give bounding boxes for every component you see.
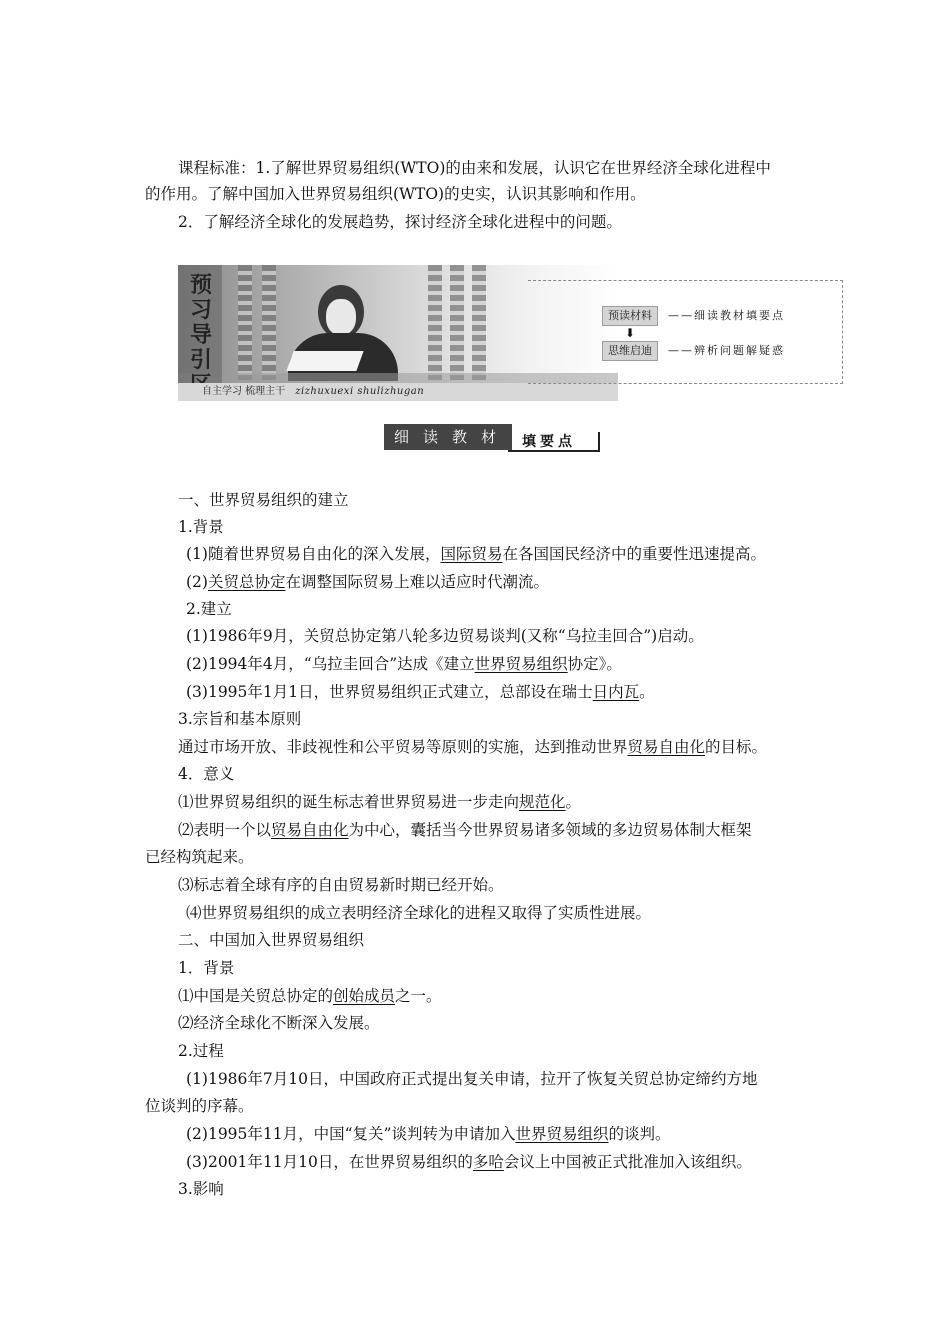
para-1-2b: (2)1994年4月，“乌拉圭回合”达成《建立世界贸易组织协定》。 <box>186 655 622 673</box>
subheading-1-4: 4．意义 <box>178 765 235 783</box>
para-1-2c: (3)1995年1月1日，世界贸易组织正式建立，总部设在瑞士日内瓦。 <box>186 683 655 701</box>
blank-answer: 创始成员 <box>333 987 396 1005</box>
tag-preview-material-desc: ——细读教材填要点 <box>668 309 785 322</box>
banner-subtitle-pinyin: zizhuxuexi shulizhugan <box>295 386 425 397</box>
tag-preview-material: 预读材料 <box>602 306 658 326</box>
subheading-1-2: 2.建立 <box>186 600 232 618</box>
para-2-2a-cont: 位谈判的序幕。 <box>145 1097 254 1115</box>
preview-banner <box>178 265 844 403</box>
subheading-2-3: 3.影响 <box>178 1180 224 1198</box>
blank-answer: 世界贸易组织 <box>474 655 568 673</box>
standard-line-3: 2．了解经济全球化的发展趋势，探讨经济全球化进程中的问题。 <box>178 213 622 231</box>
para-1-4b: ⑵表明一个以贸易自由化为中心，囊括当今世界贸易诸多领域的多边贸易体制大框架 <box>178 821 752 839</box>
standard-line-1: 课程标准：1.了解世界贸易组织(WTO)的由来和发展，认识它在世界经济全球化进程中 <box>178 159 771 177</box>
para-1-1a: (1)随着世界贸易自由化的深入发展，国际贸易在各国国民经济中的重要性迅速提高。 <box>186 545 766 563</box>
para-2-2c: (3)2001年11月10日，在世界贸易组织的多哈会议上中国被正式批准加入该组织。 <box>186 1153 752 1171</box>
subheading-1-1: 1.背景 <box>178 518 224 536</box>
blank-answer: 贸易自由化 <box>627 738 706 756</box>
down-arrow-icon: ⬇ <box>625 326 636 340</box>
blank-answer: 日内瓦 <box>592 683 640 701</box>
standard-line-2: 的作用。了解中国加入世界贸易组织(WTO)的史实，认识其影响和作用。 <box>145 185 646 203</box>
para-2-1a: ⑴中国是关贸总协定的创始成员之一。 <box>178 987 442 1005</box>
banner-guide-box <box>528 280 843 384</box>
badge-light-label: 填要点 <box>508 432 600 452</box>
subheading-2-2: 2.过程 <box>178 1042 224 1060</box>
subheading-2-1: 1．背景 <box>178 959 235 977</box>
banner-subtitle-cn: 自主学习 梳理主干 <box>202 386 286 397</box>
blank-answer: 贸易自由化 <box>271 821 349 839</box>
blank-answer: 世界贸易组织 <box>515 1125 609 1143</box>
tag-thinking: 思维启迪 <box>602 341 658 361</box>
para-2-2b: (2)1995年11月，中国“复关”谈判转为申请加入世界贸易组织的谈判。 <box>186 1125 671 1143</box>
para-1-2a: (1)1986年9月，关贸总协定第八轮多边贸易谈判(又称“乌拉圭回合”)启动。 <box>186 627 704 645</box>
blank-answer: 多哈 <box>472 1153 504 1171</box>
para-2-2a: (1)1986年7月10日，中国政府正式提出复关申请，拉开了恢复关贸总协定缔约方地 <box>186 1070 758 1088</box>
heading-2: 二、中国加入世界贸易组织 <box>178 931 365 949</box>
para-2-1b: ⑵经济全球化不断深入发展。 <box>178 1014 380 1032</box>
para-1-4c: ⑶标志着全球有序的自由贸易新时期已经开始。 <box>178 876 504 894</box>
para-1-4b-cont: 已经构筑起来。 <box>145 848 254 866</box>
para-1-4d: ⑷世界贸易组织的成立表明经济全球化的进程又取得了实质性进展。 <box>186 904 652 922</box>
para-1-1b: (2)关贸总协定在调整国际贸易上难以适应时代潮流。 <box>186 573 549 591</box>
tag-thinking-desc: ——辨析问题解疑惑 <box>668 344 785 357</box>
blank-answer: 国际贸易 <box>440 545 503 563</box>
banner-subtitle <box>178 383 618 401</box>
badge-dark-label: 细读教材 <box>384 424 512 450</box>
blank-answer: 规范化 <box>519 793 566 811</box>
section-badge <box>384 424 604 456</box>
para-1-3a: 通过市场开放、非歧视性和公平贸易等原则的实施，达到推动世界贸易自由化的目标。 <box>178 738 768 756</box>
heading-1: 一、世界贸易组织的建立 <box>178 491 349 509</box>
subheading-1-3: 3.宗旨和基本原则 <box>178 710 302 728</box>
banner-title: 预习导引 <box>189 273 212 373</box>
para-1-4a: ⑴世界贸易组织的诞生标志着世界贸易进一步走向规范化。 <box>178 793 582 811</box>
blank-answer: 关贸总协定 <box>207 573 286 591</box>
